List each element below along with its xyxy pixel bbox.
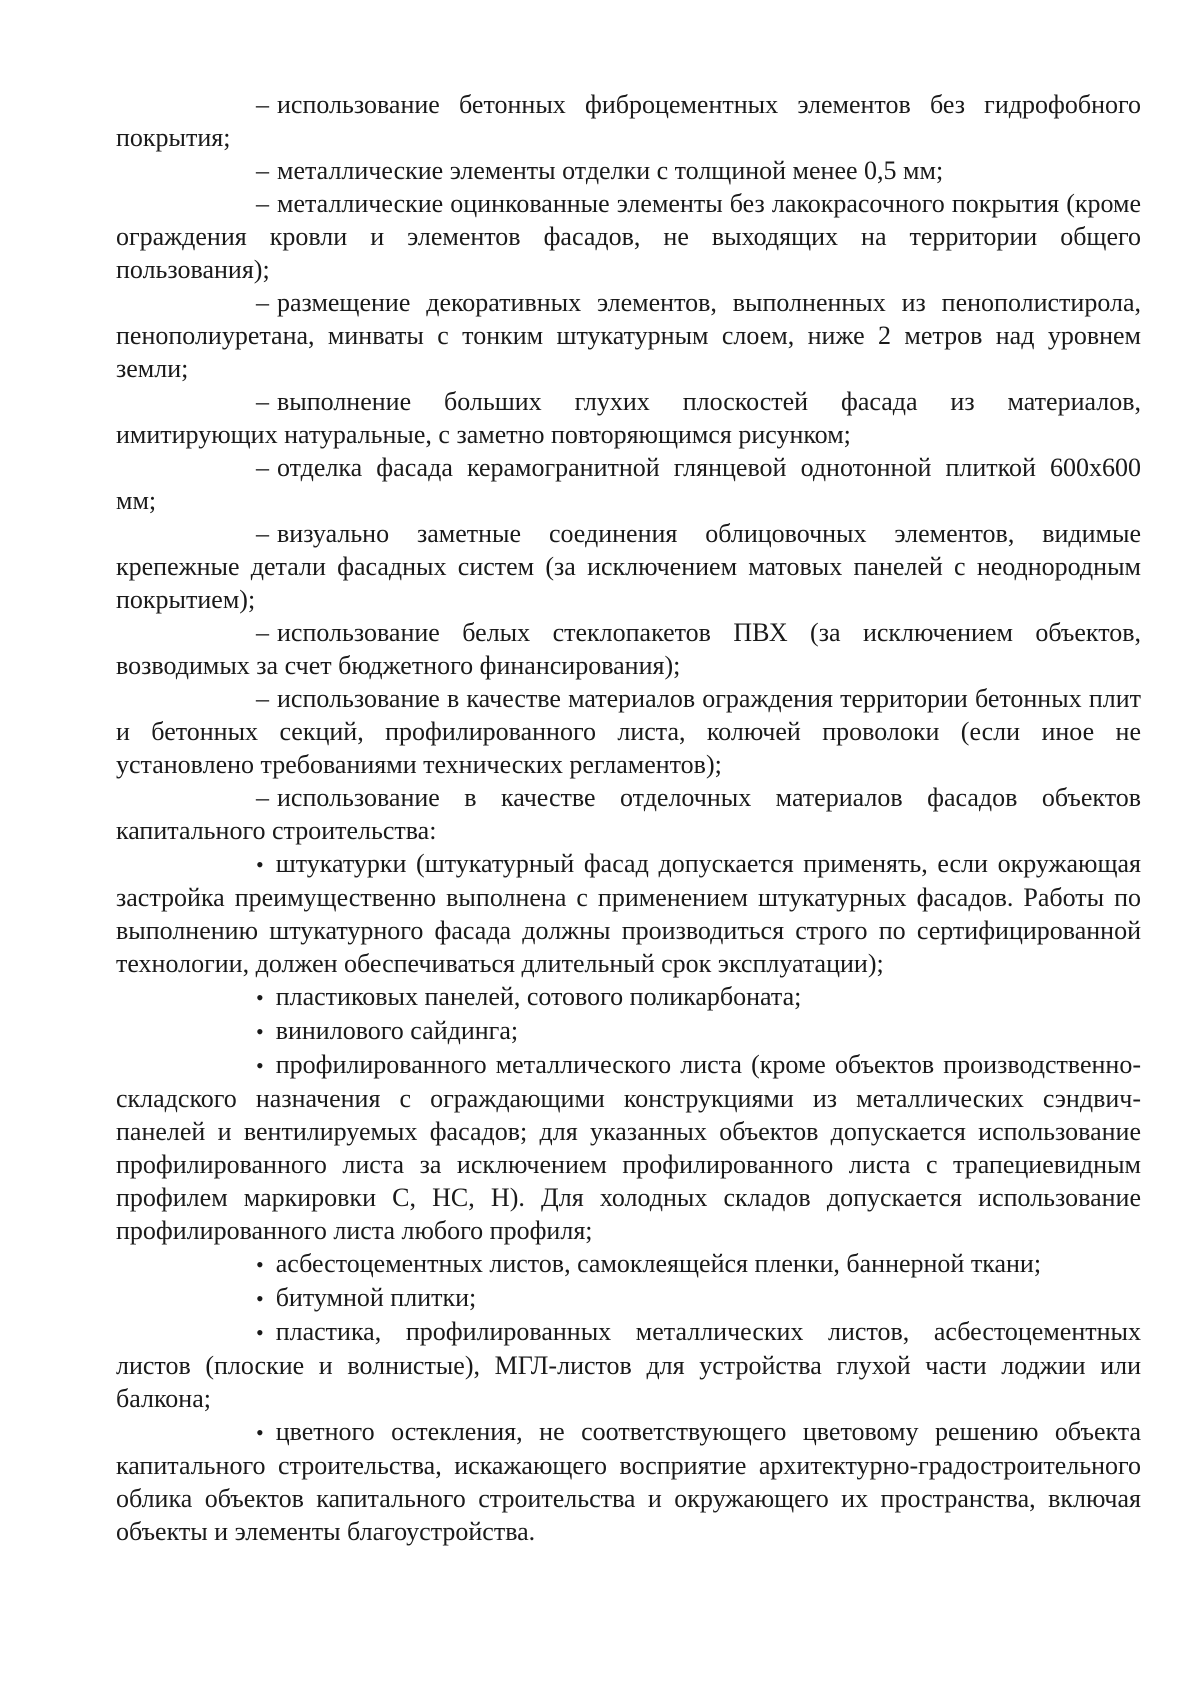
dash-marker: – bbox=[256, 288, 269, 317]
bullet-item bbox=[116, 1247, 1141, 1281]
list-item bbox=[116, 154, 1141, 187]
bullet-marker: • bbox=[256, 1320, 264, 1345]
dash-marker: – bbox=[256, 156, 269, 185]
dash-marker: – bbox=[256, 684, 269, 713]
bullet-item bbox=[116, 980, 1141, 1014]
bullet-marker: • bbox=[256, 1420, 264, 1445]
bullet-item bbox=[116, 1415, 1141, 1548]
bullet-marker: • bbox=[256, 852, 264, 877]
list-item bbox=[116, 88, 1141, 154]
dash-marker: – bbox=[256, 387, 269, 416]
bullet-item bbox=[116, 1315, 1141, 1415]
bullet-item-text: пластиковых панелей, сотового поликарбоната; bbox=[275, 982, 802, 1011]
bullet-item bbox=[116, 1014, 1141, 1048]
dash-marker: – bbox=[256, 189, 269, 218]
list-item-text: использование белых стеклопакетов ПВХ (за исключением объектов, возводимых за счет бюджетного финансирования); bbox=[116, 618, 1141, 680]
bullet-item-text: битумной плитки; bbox=[275, 1283, 477, 1312]
bullet-marker: • bbox=[256, 985, 264, 1010]
list-item-text: использование в качестве материалов ограждения территории бетонных плит и бетонных секций, профилированного листа, колючей проволоки (если иное не установлено требованиями технических регламентов); bbox=[116, 684, 1141, 779]
list-item bbox=[116, 385, 1141, 451]
bullet-item bbox=[116, 847, 1141, 980]
list-item bbox=[116, 781, 1141, 847]
dash-marker: – bbox=[256, 783, 269, 812]
bullet-item bbox=[116, 1281, 1141, 1315]
list-item bbox=[116, 187, 1141, 286]
bullet-item-text: штукатурки (штукатурный фасад допускается применять, если окружающая застройка преимущественно выполнена с применением штукатурных фасадов. Работы по выполнению штукатурного фасада должны производиться строго по сертифицированной технологии, должен обеспечиваться длительный срок эксплуатации); bbox=[116, 849, 1141, 978]
list-item-text: размещение декоративных элементов, выполненных из пенополистирола, пенополиуретана, минваты с тонким штукатурным слоем, ниже 2 метров над уровнем земли; bbox=[116, 288, 1141, 383]
dash-marker: – bbox=[256, 618, 269, 647]
list-item-text: металлические оцинкованные элементы без лакокрасочного покрытия (кроме ограждения кровли и элементов фасадов, не выходящих на территории общего пользования); bbox=[116, 189, 1141, 284]
list-item-text: визуально заметные соединения облицовочных элементов, видимые крепежные детали фасадных систем (за исключением матовых панелей с неоднородным покрытием); bbox=[116, 519, 1141, 614]
list-item bbox=[116, 451, 1141, 517]
dash-marker: – bbox=[256, 453, 269, 482]
bullet-marker: • bbox=[256, 1019, 264, 1044]
bullet-item-text: профилированного металлического листа (кроме объектов производственно-складского назначения с ограждающими конструкциями из металлических сэндвич-панелей и вентилируемых фасадов; для указанных объектов допускается использование профилированного листа за исключением профилированного листа с трапециевидным профилем маркировки С, НС, Н). Для холодных складов допускается использование профилированного листа любого профиля; bbox=[116, 1050, 1141, 1245]
bullet-item-text: асбестоцементных листов, самоклеящейся пленки, баннерной ткани; bbox=[275, 1249, 1042, 1278]
dash-marker: – bbox=[256, 90, 269, 119]
bullet-marker: • bbox=[256, 1053, 264, 1078]
dash-marker: – bbox=[256, 519, 269, 548]
bullet-item-text: цветного остекления, не соответствующего цветовому решению объекта капитального строительства, искажающего восприятие архитектурно-градостроительного облика объектов капитального строительства и окружающего их пространства, включая объекты и элементы благоустройства. bbox=[116, 1417, 1141, 1546]
bullet-marker: • bbox=[256, 1252, 264, 1277]
list-item-text: выполнение больших глухих плоскостей фасада из материалов, имитирующих натуральные, с заметно повторяющимся рисунком; bbox=[116, 387, 1141, 449]
bullet-marker: • bbox=[256, 1286, 264, 1311]
bullet-item-text: пластика, профилированных металлических листов, асбестоцементных листов (плоские и волнистые), МГЛ-листов для устройства глухой части лоджии или балкона; bbox=[116, 1317, 1141, 1413]
bullet-item-text: винилового сайдинга; bbox=[275, 1016, 519, 1045]
list-item-text: металлические элементы отделки с толщиной менее 0,5 мм; bbox=[277, 156, 944, 185]
list-item-text: использование бетонных фиброцементных элементов без гидрофобного покрытия; bbox=[116, 90, 1141, 152]
list-item-text: отделка фасада керамогранитной глянцевой однотонной плиткой 600x600 мм; bbox=[116, 453, 1141, 515]
list-item bbox=[116, 616, 1141, 682]
list-item-text: использование в качестве отделочных материалов фасадов объектов капитального строительства: bbox=[116, 783, 1141, 845]
list-item bbox=[116, 517, 1141, 616]
list-item bbox=[116, 286, 1141, 385]
list-item bbox=[116, 682, 1141, 781]
document-body bbox=[116, 88, 1141, 1548]
bullet-item bbox=[116, 1048, 1141, 1247]
